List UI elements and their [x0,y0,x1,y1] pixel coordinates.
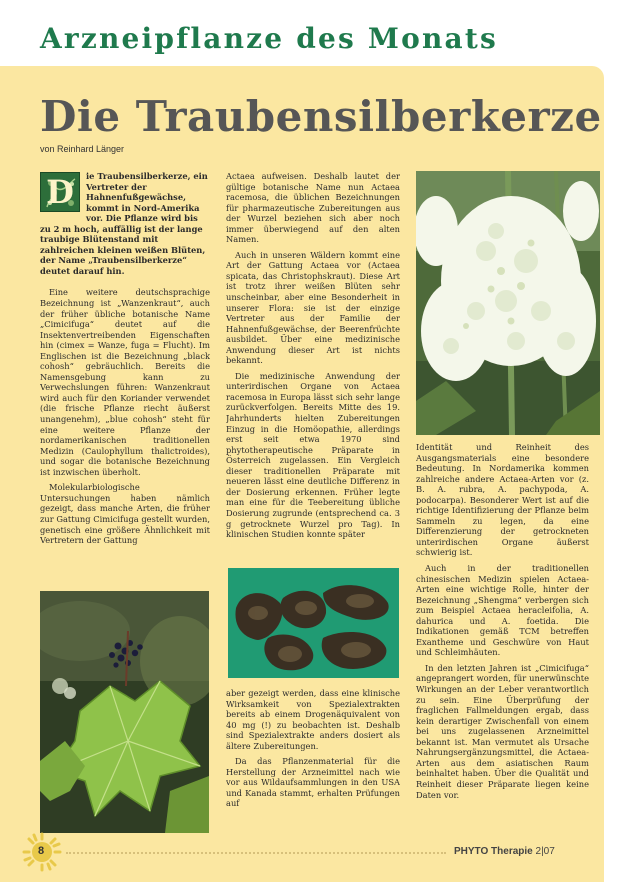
paragraph: Eine weitere deutschsprachige Bezeichnung ist „Wanzenkraut“, auch der früher übliche botanische Name „Cimicifuga“ deutet auf die Insektenvertreibenden Eigenschaften hin (cimex = Wanze, fuga = Flucht). Im Englischen ist die Bezeichnung „black cohosh“ gebräuchlich. Bereits die Namensgebung kann zu Verwechslungen führen: Wanzenkraut wird auch für den Koriander verwendet (die frische Pflanze riecht äußerst unangenehm), „blue cohosh“ steht für eine weitere Pflanze der nordamerikanischen traditionellen Medizin (Caulophyllum thalictroides), und sogar die botanische Bezeichnung ist inzwischen überholt. [40,287,210,477]
column-3 [416,442,589,834]
drop-cap [40,172,80,212]
footer-dotted-rule [66,852,446,854]
journal-issue: 2|07 [535,846,555,857]
column-2-top [226,171,400,563]
paragraph: In den letzten Jahren ist „Cimicifuga“ angeprangert worden, für unerwünschte Wirkungen an der Leber verantwortlich zu sein. Eine Überprüfung der fraglichen Fallmeldungen ergab, dass kein derartiger Zwischenfall von einem bei uns zugelassenen Arzneimittel bekannt ist. Man vermutet als Ursache Nahrungsergänzungsmittel, die Actaea-Arten aus dem asiatischen Raum beinhaltet haben. Über die Qualität und Reinheit dieser Präparate liegen keine Daten vor. [416,662,589,800]
section-kicker: Arzneipflanze des Monats [40,22,498,55]
paragraph: Identität und Reinheit des Ausgangsmaterials eine besondere Bedeutung. In Nordamerika kommen zahlreiche andere Actaea-Arten vor (z. B. A. rubra, A. pachypoda, A. podocarpa). Besonderer Wert ist auf die richtige Identifizierung der Pflanze beim Sammeln zu legen, da eine Differenzierung der getrockneten unterirdischen Organe äußerst schwierig ist. [416,442,589,558]
flower-raceme-photo [416,171,600,435]
column-2-bottom [226,688,400,834]
paragraph: Actaea aufweisen. Deshalb lautet der gültige botanische Name nun Actaea racemosa, die üblichen Bezeichnungen für pharmazeutische Zubereitungen aus der Wurzel beziehen sich aber noch immer überwiegend auf den alten Namen. [226,171,400,245]
plant-leaves-photo [40,591,209,833]
paragraph: aber gezeigt werden, dass eine klinische Wirksamkeit von Spezialextrakten bereits ab einem Drogenäquivalent von 40 mg (!) zu beobachten ist. Deshalb sind Spezialextrakte anders dosiert als ältere Zubereitungen. [226,688,400,751]
page-number: 8 [37,845,45,857]
paragraph: Molekularbiologische Untersuchungen haben nämlich gezeigt, dass manche Arten, die früher zur Gattung Cimicifuga gestellt wurden, genetisch eine größere Ähnlichkeit mit Vertretern der Gattung [40,482,210,546]
column-1 [40,171,210,583]
paragraph: Auch in der traditionellen chinesischen Medizin spielen Actaea-Arten eine wichtige Rolle, hinter der Bezeichnung „Shengma“ verbergen sich zum Beispiel Actaea heracleifolia, A. dahurica und A. foetida. Die Indikationen gemäß TCM betreffen Exantheme und Geschwüre von Haut und Schleimhäuten. [416,563,589,658]
paragraph: Da das Pflanzenmaterial für die Herstellung der Arzneimittel nach wie vor aus Wildaufsammlungen in den USA und Kanada stammt, erhalten Prüfungen auf [226,756,400,809]
dried-roots-photo [228,568,399,678]
journal-name [454,846,555,857]
article-title: Die Traubensilberkerze [40,92,602,141]
paragraph: Die medizinische Anwendung der unterirdischen Organe von Actaea racemosa in Europa lässt sich sehr lange zurückverfolgen. Bereits Mitte des 19. Jahrhunderts hielten Zubereitungen Einzug in die Homöopathie, allerdings erst seit etwa 1970 sind phytotherapeutische Präparate in Österreich zugelassen. Ein Vergleich dieser traditionellen Präparate mit neueren lässt eine deutliche Differenz in der Dosierung erkennen. Früher legte man eine für die Teebereitung übliche Dosierung zugrunde (entsprechend ca. 3 g getrocknete Wurzel pro Tag). In klinischen Studien konnte später [226,370,400,540]
paragraph: Auch in unseren Wäldern kommt eine Art der Gattung Actaea vor (Actaea spicata, das Christophskraut). Diese Art ist trotz ihrer weißen Blüten sehr unscheinbar, aber eine Besonderheit in unserer Flora: sie ist der einzige Vertreter aus der Familie der Hahnenfußgewächse, der Beerenfrüchte ausbildet. Über eine medizinische Anwendung dieser Art ist nichts bekannt. [226,249,400,366]
journal-title: PHYTO Therapie [454,846,533,857]
byline: von Reinhard Länger [40,144,125,154]
drop-cap-letter: D [46,173,74,211]
lead-paragraph: ie Traubensilberkerze, ein Vertreter der Hahnenfußgewächse, kommt in Nord-Amerika vor. Die Pflanze wird bis zu 2 m hoch, auffällig ist der lange traubige Blütenstand mit zahlreichen kleinen weißen Blüten, der Name „Traubensilberkerze“ deutet darauf hin. [40,171,208,276]
